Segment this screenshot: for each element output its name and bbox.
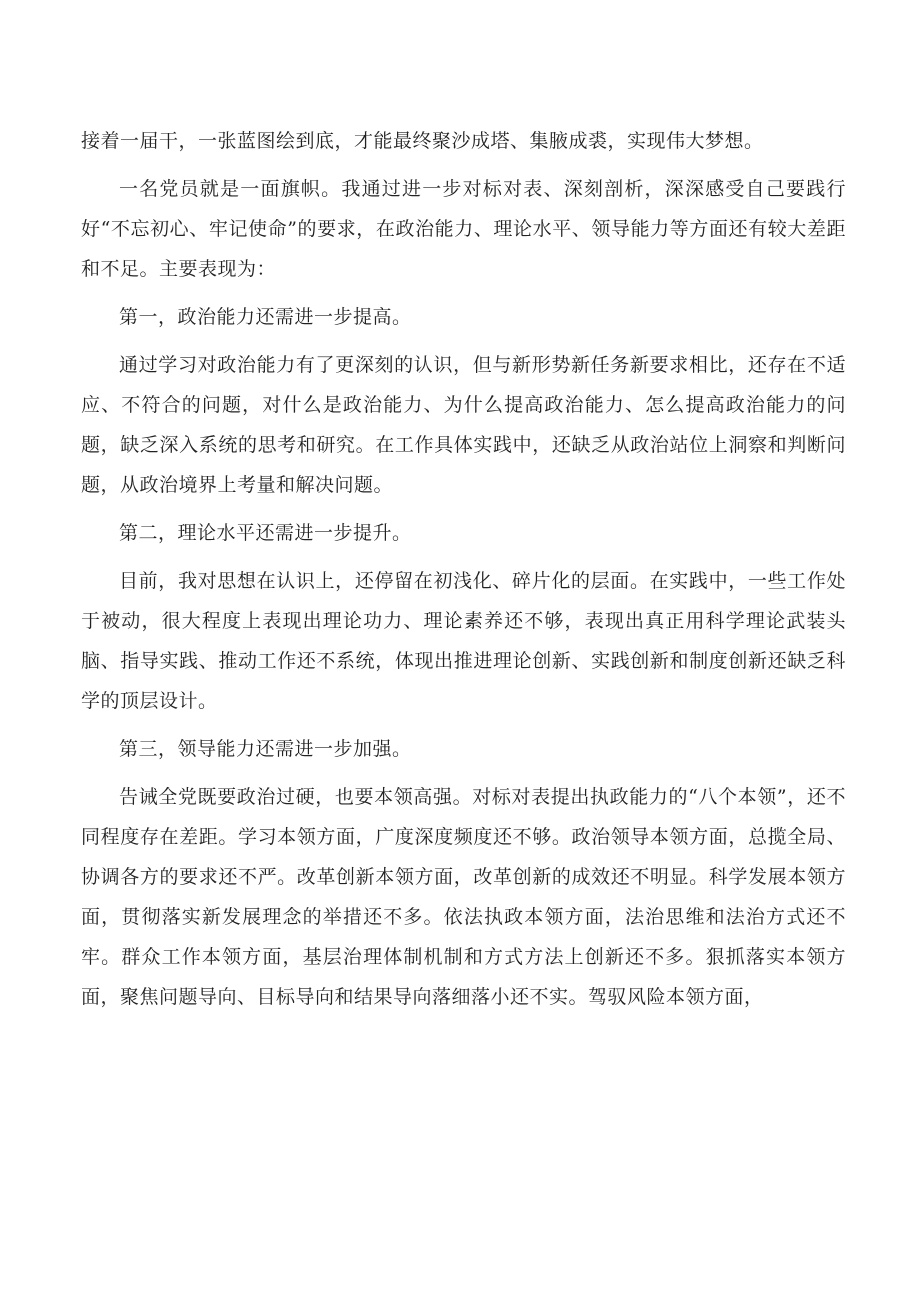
- document-body: [81, 121, 846, 1025]
- paragraph-leadership-ability: 告诫全党既要政治过硬，也要本领高强。对标对表提出执政能力的“八个本领”，还不同程度存在差距。学习本领方面，广度深度频度还不够。政治领导本领方面，总揽全局、协调各方的要求还不严。改革创新本领方面，改革创新的成效还不明显。科学发展本领方面，贯彻落实新发展理念的举措还不多。依法执政本领方面，法治思维和法治方式还不牢。群众工作本领方面，基层治理体制机制和方式方法上创新还不多。狠抓落实本领方面，聚焦问题导向、目标导向和结果导向落细落小还不实。驾驭风险本领方面，: [81, 786, 846, 1008]
- section-heading-leadership-ability: 第三，领导能力还需进一步加强。: [119, 738, 412, 760]
- paragraph-theory-level: 目前，我对思想在认识上，还停留在初浅化、碎片化的层面。在实践中，一些工作处于被动，很大程度上表现出理论功力、理论素养还不够，表现出真正用科学理论武装头脑、指导实践、推动工作还不系统，体现出推进理论创新、实践创新和制度创新还缺乏科学的顶层设计。: [81, 570, 846, 712]
- section-heading-political-ability: 第一，政治能力还需进一步提高。: [119, 306, 412, 328]
- paragraph-continuation: 接着一届干，一张蓝图绘到底，才能最终聚沙成塔、集腋成裘，实现伟大梦想。: [81, 130, 764, 152]
- section-heading-theory-level: 第二，理论水平还需进一步提升。: [119, 522, 412, 544]
- paragraph-intro: 一名党员就是一面旗帜。我通过进一步对标对表、深刻剖析，深深感受自己要践行好“不忘初心、牢记使命”的要求，在政治能力、理论水平、领导能力等方面还有较大差距和不足。主要表现为：: [81, 178, 846, 280]
- paragraph-political-ability: 通过学习对政治能力有了更深刻的认识，但与新形势新任务新要求相比，还存在不适应、不符合的问题，对什么是政治能力、为什么提高政治能力、怎么提高政治能力的问题，缺乏深入系统的思考和研究。在工作具体实践中，还缺乏从政治站位上洞察和判断问题，从政治境界上考量和解决问题。: [81, 354, 846, 496]
